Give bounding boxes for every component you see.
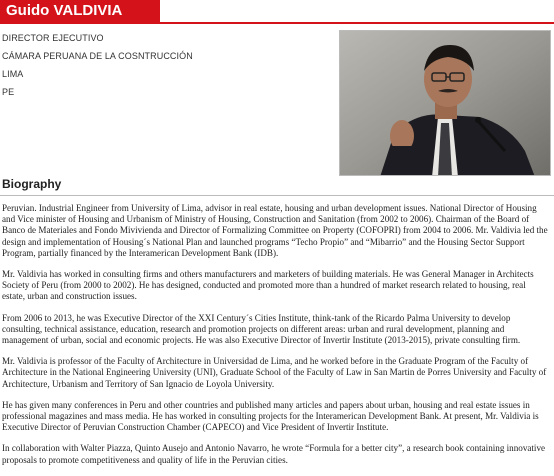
biography-heading: Biography: [2, 177, 62, 191]
profile-photo: [339, 30, 551, 176]
bio-paragraph: He has given many conferences in Peru and other countries and published many articles and papers about urban, housing and real estate issues in professional magazines and mass media. He has worked in consulting projects for the Interamerican Development Bank. At present, Mr. Valdivia is Executive Director of Peruvian Construction Chamber (CAPECO) and Vice President of Invertir Institute.: [2, 399, 539, 433]
bio-paragraph: In collaboration with Walter Piazza, Quinto Ausejo and Antonio Navarro, he wrote “Formula for a better city”, a research book containing innovative proposals to promote competitiveness and quality of life in the Peruvian cities.: [2, 443, 546, 465]
biography-divider: [0, 195, 554, 196]
portrait-illustration: [340, 31, 551, 176]
bio-paragraph: Peruvian. Industrial Engineer from University of Lima, advisor in real estate, housing and urban development issues. National Director of Housing and Vice minister of Housing and Urbanism of Ministry of Housing, Construction and Sanitation (from 2002 to 2006). Chairman of the Board of Banco de Materiales and Fondo Mivivienda and Director of Formalizing Committee on Property (COFOPRI) from 2004 to 2006. Mr. Valdivia led the design and implementation of Housing´s National Plan and launched programs “Techo Propio” and “Mibarrio” and the Housing Sector Support Program, partially financed by the Interamerican Development Bank (IDB).: [2, 203, 548, 258]
profile-name: Guido VALDIVIA: [6, 2, 123, 19]
profile-city: LIMA: [2, 69, 24, 79]
profile-country: PE: [2, 87, 15, 97]
profile-title: DIRECTOR EJECUTIVO: [2, 33, 104, 43]
bio-paragraph: From 2006 to 2013, he was Executive Director of the XXI Century´s Cities Institute, think-tank of the Ricardo Palma University to develop consulting, technical assistance, education, research and promotion projects on different areas: urban and rural development, planning and management of urban, social and economic projects. He was also Executive Director of Invertir Institute (2013-2015), private consulting firm.: [2, 312, 521, 346]
profile-name-header: [0, 0, 160, 22]
header-divider: [0, 22, 554, 24]
biography-text: [2, 203, 550, 476]
profile-info: [2, 32, 193, 104]
bio-paragraph: Mr. Valdivia is professor of the Faculty of Architecture in Universidad de Lima, and he worked before in the Graduate Program of the Faculty of Architecture in the National Engineering University (UNI), Graduate School of the Faculty of Law in San Martin de Porres University and Faculty of Architecture, Urbanism and Territory of San Ignacio de Loyola University.: [2, 356, 547, 389]
bio-paragraph: Mr. Valdivia has worked in consulting firms and others manufacturers and marketers of building materials. He was General Manager in Architects Society of Peru (from 2000 to 2002). He has designed, conducted and promoted more than a hundred of market research related to housing, real estate, urban and construction issues.: [2, 269, 534, 302]
profile-organization: CÁMARA PERUANA DE LA COSNTRUCCIÓN: [2, 51, 193, 61]
